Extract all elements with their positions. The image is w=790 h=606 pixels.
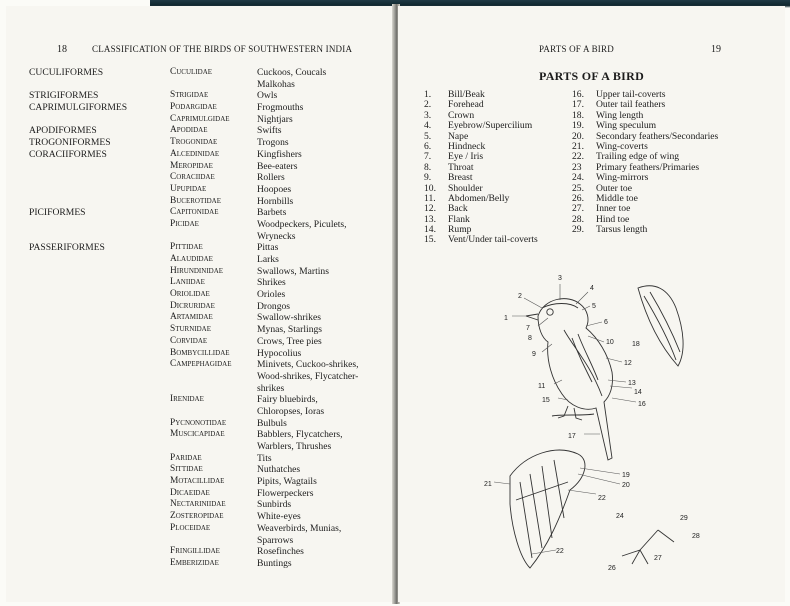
family-name: Dicruridae [170,300,215,311]
part-label: Throat [448,161,474,173]
fig-label-6: 6 [604,319,608,326]
common-names: Wood-shrikes, Flycatcher- [257,370,359,382]
family-name [170,441,231,453]
order-name [29,359,127,371]
fig-label-1: 1 [504,315,508,322]
part-number: 6. [424,140,432,152]
common-names: Trogons [257,137,289,149]
left-page [6,6,394,602]
part-number: 27. [572,203,584,215]
order-name: APODIFORMES [29,125,97,137]
part-number: 21. [572,140,584,152]
order-name [29,511,127,523]
part-number: 10. [424,182,436,194]
part-label: Shoulder [448,182,483,194]
part-label: Upper tail-coverts [596,89,666,100]
family-name: Sittidae [170,464,203,475]
common-names: Mynas, Starlings [257,324,323,336]
order-name: STRIGIFORMES [29,90,99,102]
common-names: Wrynecks [257,230,296,242]
wing-feather-lines [644,292,680,360]
order-name [29,266,127,278]
part-list-item [572,225,718,235]
part-number: 13. [424,213,436,225]
fig-label-22: 22 [598,495,606,502]
part-number: 4. [424,120,432,132]
part-number: 26. [572,192,584,204]
order-name [29,535,127,547]
part-number: 17. [572,99,584,111]
part-number: 11. [424,192,436,204]
part-label: Vent/Under tail-coverts [448,234,538,246]
part-number: 19. [572,120,584,132]
part-number: 5. [424,130,432,142]
common-names: White-eyes [257,511,301,523]
order-name: CAPRIMULGIFORMES [29,102,128,114]
section-title: PARTS OF A BIRD [538,69,645,83]
common-names: Hornbills [257,195,294,207]
common-names: Malkohas [257,78,295,90]
bird-perch [552,414,594,416]
part-number: 14. [424,224,436,236]
family-name: Dicaeidae [170,487,210,498]
fig-label-13: 13 [628,380,636,387]
part-list-item [424,235,538,245]
part-label: Hindneck [448,140,486,152]
family-name: Ploceidae [170,522,211,533]
family-name: Emberizidae [170,557,219,568]
order-name: TROGONIFORMES [29,137,111,149]
order-name [29,289,127,301]
part-number: 8. [424,161,432,173]
part-number: 2. [424,99,432,111]
left-page-number: 18 [57,44,67,55]
order-name [29,558,127,570]
family-name: Apodidae [170,125,208,136]
part-list-item [424,100,538,110]
fig-label-25: 24 [616,513,624,520]
order-name [29,418,127,430]
order-name [29,172,127,184]
common-names: Owls [257,90,278,102]
common-names: Swallows, Martins [257,265,329,277]
common-names: Sparrows [257,534,294,546]
part-label: Forehead [448,99,484,111]
part-number: 25. [572,182,584,194]
order-name [29,441,127,453]
part-label: Bill/Beak [448,89,485,100]
left-running-head: CLASSIFICATION OF THE BIRDS OF SOUTHWESTERN INDIA [92,44,353,54]
common-names: Cuckoos, Coucals [257,67,327,78]
fig-label-28: 28 [692,533,700,540]
common-names: Swifts [257,125,282,137]
order-name [29,114,127,126]
common-names: Drongos [257,300,291,312]
order-name [29,219,127,231]
order-name [29,429,127,441]
fig-label-2: 2 [518,293,522,300]
family-name [170,231,231,243]
part-list-item [572,184,718,194]
fig-label-5: 5 [592,303,596,310]
fig-label-11: 11 [538,383,546,390]
family-name: Laniidae [170,277,205,288]
parts-list-column-1 [424,90,538,246]
common-names: Crows, Tree pies [257,335,322,347]
bird-foot-sketch [622,530,674,564]
family-name: Bombycillidae [170,347,230,358]
order-name [29,301,127,313]
part-label: Trailing edge of wing [596,151,680,163]
part-list-item [572,100,718,110]
fig-label-24: 22 [556,548,564,555]
order-name [29,371,127,383]
part-number: 23 [572,161,582,173]
common-names: Flowerpeckers [257,487,314,499]
part-number: 9. [424,172,432,184]
fig-label-18: 18 [632,341,640,348]
part-list-item [572,194,718,204]
common-names: Weaverbirds, Munias, [257,522,342,534]
order-name [29,464,127,476]
part-label: Wing length [596,109,644,121]
part-label: Wing speculum [596,120,657,132]
common-names: Orioles [257,289,286,301]
family-name: Motacillidae [170,476,225,487]
common-names: Pittas [257,242,279,254]
common-names: Sunbirds [257,499,292,511]
spread-wing-feathers [516,460,568,558]
part-label: Crown [448,109,475,121]
family-name: Meropidae [170,160,213,171]
order-name [29,336,127,348]
family-name: Oriolidae [170,289,210,300]
family-name: Nectariniidae [170,499,226,510]
order-name [29,184,127,196]
order-name [29,231,127,243]
family-name: Paridae [170,452,202,463]
order-name [29,476,127,488]
common-names: Nightjars [257,113,293,125]
common-names: Buntings [257,557,292,569]
order-name [29,383,127,395]
common-names: shrikes [257,382,285,394]
order-name [29,499,127,511]
family-name: Pittidae [170,242,203,253]
common-names: Fairy bluebirds, [257,394,318,406]
fig-label-4: 4 [590,285,594,292]
part-number: 24. [572,172,584,184]
order-name [29,79,127,91]
order-name: CUCULIFORMES [29,67,104,78]
family-name: Caprimulgidae [170,113,230,124]
common-names: Woodpeckers, Piculets, [257,218,347,230]
right-page-number: 19 [711,44,721,55]
family-name: Capitonidae [170,207,219,218]
part-label: Nape [448,130,469,142]
common-names: Barbets [257,207,287,219]
part-list-item [424,215,538,225]
part-label: Secondary feathers/Secondaries [596,130,719,142]
part-label: Eyebrow/Supercilium [448,120,533,132]
family-name: Alaudidae [170,254,213,264]
order-name [29,453,127,465]
part-list-item [572,173,718,183]
part-number: 22. [572,151,584,163]
family-name: Zosteropidae [170,511,224,522]
order-name [29,523,127,535]
fig-label-27: 27 [654,555,662,562]
bird-beak [526,314,538,320]
part-list-item [424,121,538,131]
part-label: Eye / Iris [448,151,484,163]
order-name: CORACIIFORMES [29,148,107,160]
bird-eye [547,309,553,315]
common-names: Bulbuls [257,417,287,429]
fig-label-21: 21 [484,481,492,488]
parts-list-column-2 [572,90,718,235]
part-label: Tarsus length [596,224,648,236]
family-name: Trogonidae [170,137,218,148]
family-name: Irenidae [170,394,204,405]
order-name [29,406,127,418]
family-name: Fringillidae [170,546,220,557]
part-label: Wing-mirrors [596,172,649,184]
common-names: Swallow-shrikes [257,312,321,324]
part-list-item [424,152,538,162]
fig-label-7: 7 [526,325,530,332]
family-name: Sturnidae [170,324,211,335]
part-number: 16. [572,89,584,100]
order-name [29,161,127,173]
part-label: Hind toe [596,213,630,225]
family-name [170,535,231,547]
part-list-item [572,204,718,214]
common-names: Chloropses, Ioras [257,405,325,417]
part-label: Outer toe [596,182,632,194]
bird-legs [558,406,582,420]
common-names: Warblers, Thrushes [257,441,332,452]
part-label: Outer tail feathers [596,99,666,111]
order-name [29,348,127,360]
right-running-head: PARTS OF A BIRD [539,44,614,54]
fig-label-12: 12 [624,360,632,367]
part-number: 7. [424,151,432,163]
order-name [29,254,127,266]
part-label: Rump [448,224,472,236]
family-name: Podargidae [170,102,217,113]
order-name [29,277,127,289]
leader-lines [494,284,636,554]
common-names-column [257,67,359,570]
part-list-item [424,194,538,204]
common-names: Frogmouths [257,102,304,114]
common-names: Bee-eaters [257,160,298,172]
family-name: Corvidae [170,335,208,346]
bird-wing-feathers [572,334,598,382]
part-number: 29. [572,224,584,236]
order-name [29,546,127,558]
family-name: Muscicapidae [170,429,225,440]
spread-wing-sketch [510,450,585,568]
family-name: Upupidae [170,183,207,194]
order-name [29,312,127,324]
family-name: Coraciidae [170,172,215,183]
common-names: Hypocolius [257,347,302,359]
part-number: 28. [572,213,584,225]
common-names: Nuthatches [257,464,301,476]
order-name: PASSERIFORMES [29,242,105,254]
part-label: Breast [448,172,473,184]
part-list-item [424,163,538,173]
fig-label-16: 16 [638,401,646,408]
common-names: Shrikes [257,277,286,289]
part-number: 12. [424,203,436,215]
fig-label-19: 19 [622,472,630,479]
fig-label-14: 14 [634,389,642,396]
common-names: Larks [257,254,279,265]
part-number: 1. [424,89,432,100]
family-name: Hirundinidae [170,265,224,276]
part-label: Abdomen/Belly [448,192,510,204]
fig-label-17: 17 [568,433,576,440]
part-label: Middle toe [596,192,638,204]
family-name [170,406,231,418]
common-names: Hoopoes [257,183,292,195]
fig-label-15: 15 [542,397,550,404]
fig-label-10: 10 [606,339,614,346]
part-list-item [424,204,538,214]
family-name [170,371,231,383]
common-names: Minivets, Cuckoo-shrikes, [257,359,359,371]
fig-label-9: 9 [532,351,536,358]
part-number: 20. [572,130,584,142]
family-name [170,383,231,395]
fig-label-26: 26 [608,565,616,572]
common-names: Tits [257,452,272,464]
part-number: 15. [424,234,436,246]
family-name: Campephagidae [170,359,232,370]
family-column [170,67,231,570]
order-name [29,324,127,336]
order-name: PICIFORMES [29,207,86,219]
fig-label-3: 3 [558,275,562,282]
family-name: Picidae [170,218,199,229]
part-label: Wing-coverts [596,140,648,152]
bird-supercilium [542,304,578,309]
bird-parts-illustration [472,268,772,588]
part-label: Inner toe [596,203,631,215]
family-name: Cuculidae [170,67,213,77]
part-number: 3. [424,109,432,121]
fig-label-20: 20 [622,482,630,489]
family-name [170,79,231,91]
family-name: Artamidae [170,312,213,323]
order-name [29,196,127,208]
part-number: 18. [572,109,584,121]
order-name [29,488,127,500]
order-column [29,67,127,570]
family-name: Pycnonotidae [170,417,227,428]
fig-label-8: 8 [528,335,532,342]
common-names: Kingfishers [257,148,302,160]
part-label: Flank [448,213,470,225]
common-names: Rosefinches [257,546,304,558]
common-names: Rollers [257,172,285,184]
part-label: Back [448,203,468,215]
family-name: Alcedinidae [170,148,220,159]
family-name: Bucerotidae [170,195,221,206]
order-name [29,394,127,406]
family-name: Strigidae [170,90,209,101]
common-names: Pipits, Wagtails [257,476,317,488]
common-names: Babblers, Flycatchers, [257,429,343,441]
fig-label-29: 29 [680,515,688,522]
right-page [398,6,785,602]
part-label: Primary feathers/Primaries [596,161,700,173]
